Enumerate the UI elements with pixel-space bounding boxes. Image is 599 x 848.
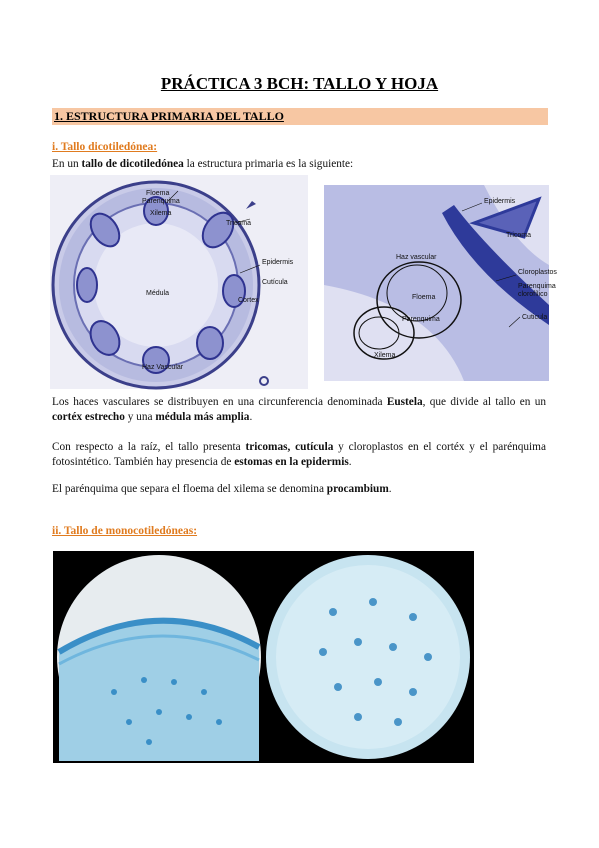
label-cortex: Cortex — [238, 297, 259, 304]
label-parenquima-clorofilico: Parenquima — [518, 283, 556, 290]
dicot-stem-cross-section-image — [50, 175, 308, 389]
label-haz-vascular: Haz Vascular — [142, 364, 184, 371]
label-clorofilico: clorofílico — [518, 291, 548, 298]
paragraph-comparison: Con respecto a la raíz, el tallo presenta tricomas, cutícula y cloroplastos en el cortéx y el parénquima fotosintético. También hay presencia de estomas en la epidermis. — [52, 441, 546, 468]
label-haz-vascular-2: Haz vascular — [396, 254, 437, 261]
label-parenquima-2: Parenquima — [402, 316, 440, 323]
subsection-heading-dicot: i. Tallo dicotiledónea: — [52, 141, 158, 153]
label-epidermis-2: Epidermis — [484, 198, 516, 205]
label-xilema: Xilema — [150, 210, 172, 217]
label-floema-2: Floema — [412, 294, 436, 301]
paragraph-eustela: Los haces vasculares se distribuyen en una circunferencia denominada Eustela, que divide al tallo en un cortéx estrecho y una médula más amplia. — [52, 396, 546, 423]
label-cloroplastos: Cloroplastos — [518, 269, 557, 276]
paragraph-procambium: El parénquima que separa el floema del xilema se denomina procambium. — [52, 483, 392, 495]
section-heading: 1. ESTRUCTURA PRIMARIA DEL TALLO — [54, 109, 284, 123]
page-title: PRÁCTICA 3 BCH: TALLO Y HOJA — [160, 74, 439, 93]
intro-paragraph: En un tallo de dicotiledónea la estructura primaria es la siguiente: — [52, 158, 354, 170]
label-xilema-2: Xilema — [374, 352, 396, 359]
dicot-stem-detail-image — [324, 185, 557, 381]
label-epidermis: Epidermis — [262, 259, 294, 266]
monocot-stem-micrograph-right — [263, 552, 473, 762]
label-tricoma-2: Tricoma — [506, 232, 532, 239]
label-parenquima: Parenquima — [142, 198, 180, 205]
label-medula: Médula — [146, 290, 169, 297]
monocot-stem-micrograph-left — [54, 552, 264, 762]
label-floema: Floema — [146, 190, 170, 197]
label-cuticula: Cutícula — [262, 279, 288, 286]
label-tricoma: Tricoma — [226, 220, 252, 227]
label-cuticula-2: Cuticula — [522, 314, 548, 321]
subsection-heading-monocot: ii. Tallo de monocotiledóneas: — [52, 525, 198, 537]
